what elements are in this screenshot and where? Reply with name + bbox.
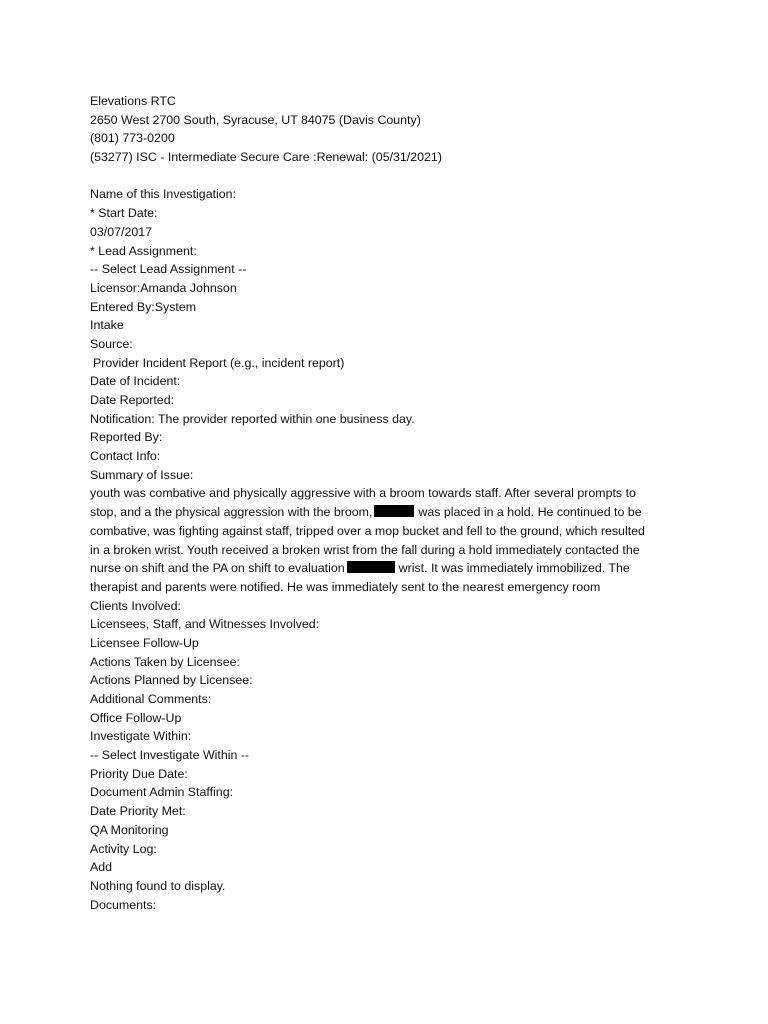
documents-label: Documents: <box>90 897 157 912</box>
spacer <box>90 167 680 186</box>
actions-planned-label: Actions Planned by Licensee: <box>90 673 253 688</box>
facility-license: (53277) ISC - Intermediate Secure Care :Renewal: (05/31/2021) <box>90 150 442 165</box>
summary-line: youth was combative and physically aggressive with a broom towards staff. After several prompts to <box>90 486 636 501</box>
office-follow-up-heading: Office Follow-Up <box>90 710 182 725</box>
investigation-name-label: Name of this Investigation: <box>90 187 237 202</box>
contact-info-label: Contact Info: <box>90 449 161 464</box>
priority-due-date-label: Priority Due Date: <box>90 766 188 781</box>
lead-assignment-value: -- Select Lead Assignment -- <box>90 262 247 277</box>
redaction-block <box>374 505 414 517</box>
facility-phone: (801) 773-0200 <box>90 131 175 146</box>
start-date-value: 03/07/2017 <box>90 224 153 239</box>
reported-by-label: Reported By: <box>90 430 163 445</box>
date-of-incident-label: Date of Incident: <box>90 374 181 389</box>
summary-line: in a broken wrist. Youth received a broken wrist from the fall during a hold immediately contacted the <box>90 542 640 557</box>
source-label: Source: <box>90 336 133 351</box>
summary-line: therapist and parents were notified. He was immediately sent to the nearest emergency room <box>90 579 601 594</box>
licensee-follow-up-heading: Licensee Follow-Up <box>90 635 199 650</box>
summary-line <box>90 559 680 578</box>
activity-log-label: Activity Log: <box>90 841 157 856</box>
source-value: Provider Incident Report (e.g., incident report) <box>93 355 345 370</box>
document-page <box>90 92 680 914</box>
entered-by: Entered By:System <box>90 299 197 314</box>
date-priority-met-label: Date Priority Met: <box>90 804 186 819</box>
investigate-within-value: -- Select Investigate Within -- <box>90 748 250 763</box>
qa-monitoring-heading: QA Monitoring <box>90 822 169 837</box>
summary-of-issue <box>90 484 680 596</box>
clients-involved-label: Clients Involved: <box>90 598 181 613</box>
summary-line <box>90 503 680 522</box>
facility-address: 2650 West 2700 South, Syracuse, UT 84075 (Davis County) <box>90 112 421 127</box>
summary-text: nurse on shift and the PA on shift to evaluation <box>90 561 345 576</box>
start-date-label: * Start Date: <box>90 206 158 221</box>
facility-name: Elevations RTC <box>90 94 176 108</box>
lead-assignment-label: * Lead Assignment: <box>90 243 197 258</box>
summary-text: was placed in a hold. He continued to be <box>418 505 642 520</box>
document-admin-staffing-label: Document Admin Staffing: <box>90 785 234 800</box>
empty-state-text: Nothing found to display. <box>90 878 226 893</box>
notification: Notification: The provider reported within one business day. <box>90 411 415 426</box>
summary-line: combative, was fighting against staff, tripped over a mop bucket and fell to the ground, which resulted <box>90 523 645 538</box>
licensor: Licensor:Amanda Johnson <box>90 280 237 295</box>
intake-heading: Intake <box>90 318 124 333</box>
actions-taken-label: Actions Taken by Licensee: <box>90 654 240 669</box>
summary-text: wrist. It was immediately immobilized. The <box>398 561 630 576</box>
licensees-involved-label: Licensees, Staff, and Witnesses Involved: <box>90 617 320 632</box>
summary-label: Summary of Issue: <box>90 467 194 482</box>
summary-text: stop, and a the physical aggression with the broom, <box>90 505 373 520</box>
redaction-block <box>347 561 395 573</box>
date-reported-label: Date Reported: <box>90 393 175 407</box>
additional-comments-label: Additional Comments: <box>90 692 212 706</box>
add-text: Add <box>90 860 113 875</box>
investigate-within-label: Investigate Within: <box>90 729 192 744</box>
